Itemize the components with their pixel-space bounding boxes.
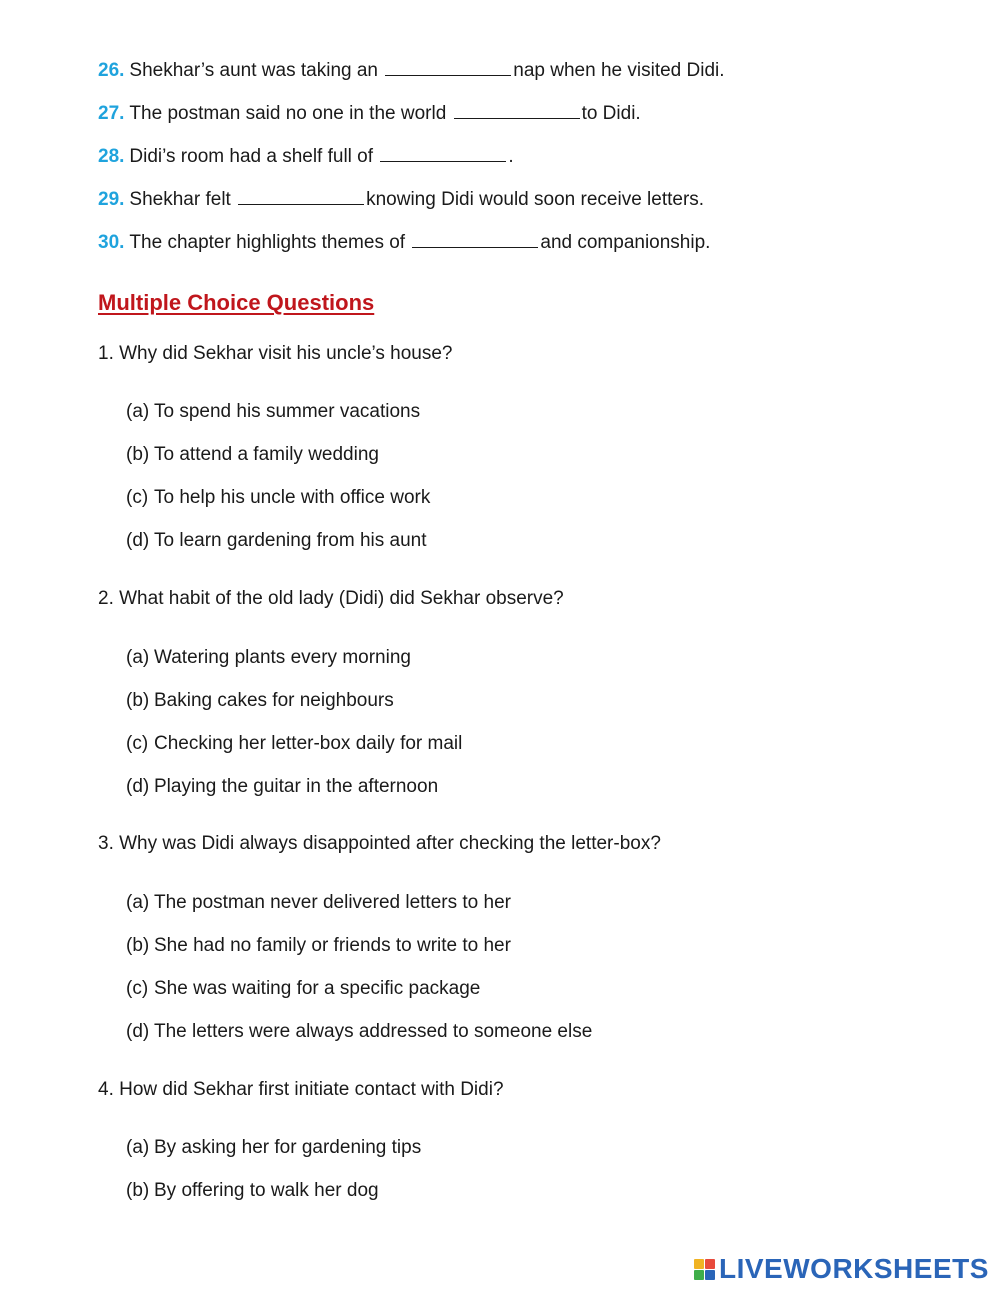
option-label: (b) — [126, 690, 150, 711]
fill-blank-28 — [98, 146, 514, 168]
option-label: (a) — [126, 401, 150, 422]
mcq-option[interactable] — [126, 978, 480, 1000]
option-text: Checking her letter-box daily for mail — [154, 733, 463, 754]
answer-blank[interactable] — [412, 233, 538, 248]
fill-blank-27 — [98, 103, 641, 125]
option-text: To learn gardening from his aunt — [154, 530, 427, 551]
logo-block — [694, 1270, 704, 1280]
logo-block — [705, 1270, 715, 1280]
option-text: To help his uncle with office work — [154, 487, 431, 508]
mcq-option[interactable] — [126, 892, 511, 914]
question-text: Shekhar’s aunt was taking an — [129, 60, 378, 81]
question-text: The postman said no one in the world — [129, 103, 447, 124]
mcq-question-3: 3. Why was Didi always disappointed after checking the letter-box? — [98, 833, 661, 854]
mcq-option[interactable] — [126, 487, 430, 509]
mcq-option[interactable] — [126, 1021, 592, 1043]
option-text: To attend a family wedding — [154, 444, 379, 465]
option-label: (a) — [126, 892, 150, 913]
answer-blank[interactable] — [238, 190, 364, 205]
mcq-question-1: 1. Why did Sekhar visit his uncle’s house? — [98, 343, 453, 364]
question-number: 27. — [98, 103, 125, 124]
answer-blank[interactable] — [454, 104, 580, 119]
answer-blank[interactable] — [385, 61, 511, 76]
question-text: Didi’s room had a shelf full of — [129, 146, 374, 167]
liveworksheets-logo — [694, 1254, 989, 1284]
mcq-question-2: 2. What habit of the old lady (Didi) did Sekhar observe? — [98, 588, 564, 609]
mcq-option[interactable] — [126, 444, 379, 466]
option-label: (a) — [126, 647, 150, 668]
option-text: The postman never delivered letters to her — [154, 892, 511, 913]
option-label: (d) — [126, 530, 150, 551]
mcq-option[interactable] — [126, 1137, 421, 1159]
option-label: (b) — [126, 444, 150, 465]
option-text: Watering plants every morning — [154, 647, 411, 668]
question-number: 30. — [98, 232, 125, 253]
mcq-question-4: 4. How did Sekhar first initiate contact with Didi? — [98, 1079, 504, 1100]
question-number: 28. — [98, 146, 125, 167]
option-label: (a) — [126, 1137, 150, 1158]
mcq-option[interactable] — [126, 935, 511, 957]
option-label: (b) — [126, 1180, 150, 1201]
question-text: knowing Didi would soon receive letters. — [366, 189, 705, 210]
option-text: To spend his summer vacations — [154, 401, 421, 422]
mcq-option[interactable] — [126, 647, 411, 669]
fill-blank-26 — [98, 60, 725, 82]
question-text: Shekhar felt — [129, 189, 231, 210]
logo-text: LIVEWORKSHEETS — [719, 1253, 989, 1284]
option-text: By asking her for gardening tips — [154, 1137, 422, 1158]
question-text: . — [508, 146, 514, 167]
option-text: The letters were always addressed to someone else — [154, 1021, 593, 1042]
option-text: She had no family or friends to write to her — [154, 935, 511, 956]
option-label: (d) — [126, 1021, 150, 1042]
question-number: 26. — [98, 60, 125, 81]
option-label: (c) — [126, 733, 149, 754]
option-label: (c) — [126, 487, 149, 508]
option-text: Playing the guitar in the afternoon — [154, 776, 439, 797]
option-label: (d) — [126, 776, 150, 797]
option-label: (c) — [126, 978, 149, 999]
option-text: She was waiting for a specific package — [154, 978, 481, 999]
question-text: The chapter highlights themes of — [129, 232, 406, 253]
logo-block — [694, 1259, 704, 1269]
question-number: 29. — [98, 189, 125, 210]
mcq-option[interactable] — [126, 776, 438, 798]
mcq-option[interactable] — [126, 1180, 379, 1202]
answer-blank[interactable] — [380, 147, 506, 162]
mcq-option[interactable] — [126, 733, 462, 755]
question-text: nap when he visited Didi. — [513, 60, 725, 81]
option-label: (b) — [126, 935, 150, 956]
mcq-option[interactable] — [126, 401, 420, 423]
option-text: By offering to walk her dog — [154, 1180, 379, 1201]
fill-blank-30 — [98, 232, 710, 254]
question-text: and companionship. — [540, 232, 711, 253]
mcq-option[interactable] — [126, 530, 427, 552]
mcq-option[interactable] — [126, 690, 394, 712]
logo-blocks-icon — [694, 1259, 715, 1280]
option-text: Baking cakes for neighbours — [154, 690, 394, 711]
fill-blank-29 — [98, 189, 704, 211]
section-heading: Multiple Choice Questions — [98, 290, 375, 315]
logo-block — [705, 1259, 715, 1269]
question-text: to Didi. — [581, 103, 641, 124]
